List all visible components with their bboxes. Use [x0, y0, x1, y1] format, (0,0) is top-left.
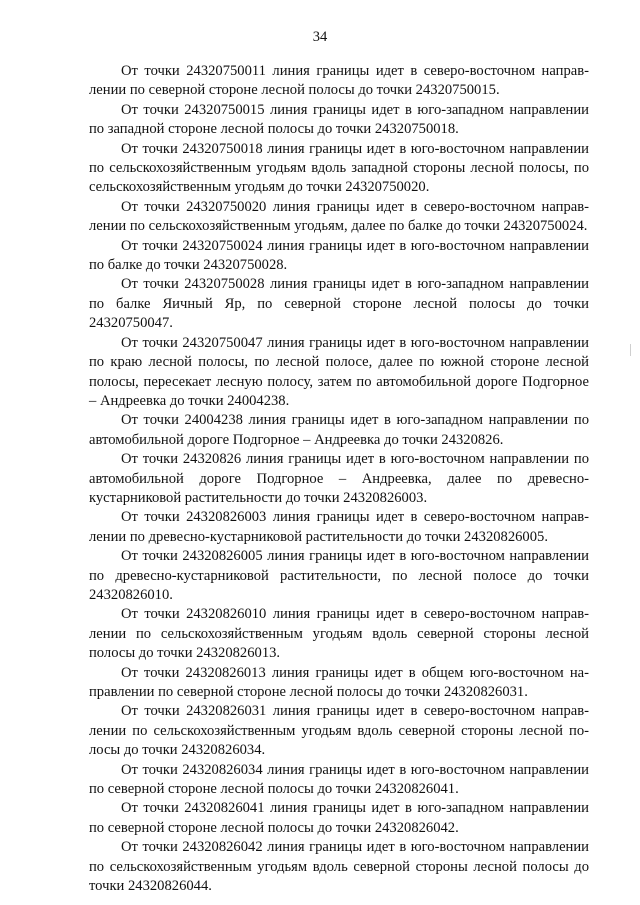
paragraph: От точки 24320750020 линия границы идет в северо-восточном направлении по сельскохозяйственным угодьям, далее по балке до точки 24320750024.	[89, 198, 589, 235]
paragraph: От точки 24320826 линия границы идет в юго-восточном направлении по автомобильной дороге Подгорное – Андреевка, далее по древесно-кустарниковой растительности до точки 24320826003.	[89, 451, 589, 506]
paragraph: От точки 24320750015 линия границы идет в юго-западном направлении по западной стороне лесной полосы до точки 24320750018.	[89, 101, 589, 138]
paragraph: От точки 24320826005 линия границы идет в юго-восточном направлении по древесно-кустарниковой растительности, по лесной полосе до точки 24320826010.	[89, 548, 589, 603]
paragraph: От точки 24320750011 линия границы идет в северо-восточном направлении по северной стороне лесной полосы до точки 24320750015.	[89, 63, 589, 99]
paragraph: От точки 24320826042 линия границы идет в юго-восточном направлении по сельскохозяйственным угодьям вдоль северной стороны лесной полосы до точки 24320826044.	[89, 839, 589, 895]
scan-margin-mark	[630, 344, 631, 356]
paragraph: От точки 24320826041 линия границы идет в юго-западном направлении по северной стороне лесной полосы до точки 24320826042.	[89, 800, 589, 836]
paragraph: От точки 24320750024 линия границы идет в юго-восточном направлении по балке до точки 24320750028.	[89, 237, 589, 274]
paragraph: От точки 24320750047 линия границы идет в юго-восточном направлении по краю лесной полосы, по лесной полосе, далее по южной стороне лесной полосы, пересекает лесную полосу, затем по автомобильной дороге Подгорное – Андреевка до точки 24004238.	[89, 334, 589, 409]
paragraph: От точки 24320826010 линия границы идет в северо-восточном направлении по сельскохозяйственным угодьям вдоль северной стороны лесной полосы до точки 24320826013.	[89, 606, 589, 662]
paragraph: От точки 24320826013 линия границы идет в общем юго-восточном направлении по северной стороне лесной полосы до точки 24320826031.	[89, 664, 589, 700]
paragraph: От точки 24320750028 линия границы идет в юго-западном направлении по балке Яичный Яр, по северной стороне лесной полосы до точки 24320750047.	[89, 276, 589, 332]
paragraph: От точки 24320826031 линия границы идет в северо-восточном направлении по сельскохозяйственным угодьям вдоль северной стороны лесной полосы до точки 24320826034.	[89, 703, 589, 759]
document-body	[89, 62, 589, 896]
paragraph: От точки 24320826034 линия границы идет в юго-восточном направлении по северной стороне лесной полосы до точки 24320826041.	[89, 761, 589, 798]
paragraph: От точки 24004238 линия границы идет в юго-западном направлении по автомобильной дороге Подгорное – Андреевка до точки 24320826.	[89, 412, 589, 448]
page-number: 34	[312, 29, 328, 45]
paragraph: От точки 24320750018 линия границы идет в юго-восточном направлении по сельскохозяйственным угодьям вдоль западной стороны лесной полосы, по сельскохозяйственным угодьям до точки 24320750020.	[89, 140, 589, 196]
paragraph: От точки 24320826003 линия границы идет в северо-восточном направлении по древесно-кустарниковой растительности до точки 24320826005.	[89, 509, 589, 545]
